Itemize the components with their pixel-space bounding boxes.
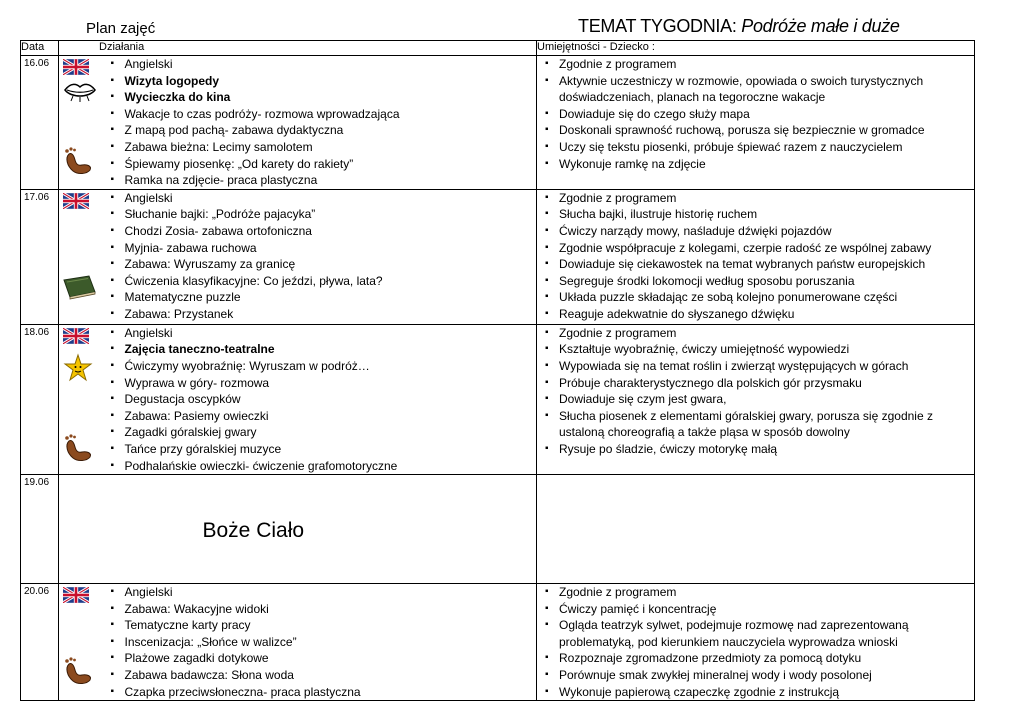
day-date: 17.06 [21, 189, 59, 324]
footprint-icon [63, 146, 93, 176]
activity-item: ▪ Wizyta logopedy [125, 73, 537, 90]
skill-item: ▪ Zgodnie z programem [559, 584, 974, 601]
skill-item: ▪ Doskonali sprawność ruchową, porusza się bezpiecznie w gromadce [559, 122, 974, 139]
plan-title: Plan zajęć [86, 20, 156, 37]
skill-item: ▪ Ćwiczy pamięć i koncentrację [559, 601, 974, 618]
activity-item: ▪ Angielski [125, 325, 537, 342]
day-row [21, 56, 975, 190]
skill-item: ▪ Segreguje środki lokomocji według sposobu poruszania [559, 273, 974, 290]
activity-item: ▪ Wyprawa w góry- rozmowa [125, 375, 537, 392]
activity-item: ▪ Zabawa bieżna: Lecimy samolotem [125, 139, 537, 156]
skill-item: ▪ Aktywnie uczestniczy w rozmowie, opowiada o swoich turystycznych doświadczeniach, planach na tegoroczne wakacje [559, 73, 974, 106]
skill-item: ▪ Dowiaduje się czym jest gwara, [559, 391, 974, 408]
day-date: 20.06 [21, 584, 59, 701]
activity-item: ▪ Zabawa badawcza: Słona woda [125, 667, 537, 684]
activity-item: ▪ Wakacje to czas podróży- rozmowa wprowadzająca [125, 106, 537, 123]
star-icon [63, 353, 93, 383]
activities-cell [103, 324, 537, 474]
activity-item: ▪ Myjnia- zabawa ruchowa [125, 240, 537, 257]
skill-item: ▪ Wypowiada się na temat roślin i zwierząt występujących w górach [559, 358, 974, 375]
skills-header: Umiejętności - Dziecko : [537, 41, 975, 56]
skill-item: ▪ Wykonuje ramkę na zdjęcie [559, 156, 974, 173]
activities-cell [103, 584, 537, 701]
skill-item: ▪ Dowiaduje się do czego służy mapa [559, 106, 974, 123]
skill-item: ▪ Zgodnie z programem [559, 190, 974, 207]
lips-icon [63, 80, 97, 102]
skill-item: ▪ Wykonuje papierową czapeczkę zgodnie z instrukcją [559, 684, 974, 701]
skill-item: ▪ Uczy się tekstu piosenki, próbuje śpiewać razem z nauczycielem [559, 139, 974, 156]
activity-item: ▪ Tematyczne karty pracy [125, 617, 537, 634]
activity-item: ▪ Inscenizacja: „Słońce w walizce” [125, 634, 537, 651]
skill-item: ▪ Próbuje charakterystycznego dla polskich gór przysmaku [559, 375, 974, 392]
skills-cell [537, 324, 975, 474]
skills-cell [537, 584, 975, 701]
footprint-icon [63, 656, 93, 686]
activity-item: ▪ Podhalańskie owieczki- ćwiczenie grafomotoryczne [125, 458, 537, 475]
activity-item: ▪ Ramka na zdjęcie- praca plastyczna [125, 172, 537, 189]
day-row [21, 189, 975, 324]
activity-item: ▪ Wycieczka do kina [125, 89, 537, 106]
day-date: 19.06 [21, 475, 59, 584]
activity-item: ▪ Zagadki góralskiej gwary [125, 424, 537, 441]
footprint-icon [63, 433, 93, 463]
activity-item: ▪ Śpiewamy piosenkę: „Od karety do rakiety” [125, 156, 537, 173]
activity-item: ▪ Z mapą pod pachą- zabawa dydaktyczna [125, 122, 537, 139]
topic-label: TEMAT TYGODNIA: [578, 16, 737, 36]
uk-flag-icon [63, 587, 89, 603]
activities-cell [103, 56, 537, 190]
activity-item: ▪ Zabawa: Wyruszamy za granicę [125, 256, 537, 273]
activity-item: ▪ Zabawa: Wakacyjne widoki [125, 601, 537, 618]
skill-item: ▪ Słucha piosenek z elementami góralskiej gwary, porusza się zgodnie z ustaloną choreografią a także pląsa w sposób dowolny [559, 408, 974, 441]
skills-cell [537, 189, 975, 324]
activity-item: ▪ Słuchanie bajki: „Podróże pajacyka” [125, 206, 537, 223]
activity-item: ▪ Zabawa: Pasiemy owieczki [125, 408, 537, 425]
skills-cell [537, 56, 975, 190]
day-row [21, 475, 975, 584]
skill-item: ▪ Słucha bajki, ilustruje historię ruchem [559, 206, 974, 223]
activity-item: ▪ Angielski [125, 584, 537, 601]
activity-item: ▪ Czapka przeciwsłoneczna- praca plastyczna [125, 684, 537, 701]
book-icon [61, 274, 97, 300]
day-date: 16.06 [21, 56, 59, 190]
activity-item: ▪ Angielski [125, 56, 537, 73]
date-header: Data [21, 41, 59, 56]
topic-value: Podróże małe i duże [741, 16, 900, 36]
activity-item: ▪ Matematyczne puzzle [125, 289, 537, 306]
holiday-label: Boże Ciało [202, 519, 305, 543]
activities-cell [103, 189, 537, 324]
skill-item: ▪ Kształtuje wyobraźnię, ćwiczy umiejętność wypowiedzi [559, 341, 974, 358]
skill-item: ▪ Dowiaduje się ciekawostek na temat wybranych państw europejskich [559, 256, 974, 273]
week-topic [578, 16, 900, 37]
skill-item: ▪ Rozpoznaje zgromadzone przedmioty za pomocą dotyku [559, 650, 974, 667]
skill-item: ▪ Zgodnie współpracuje z kolegami, czerpie radość ze wspólnej zabawy [559, 240, 974, 257]
skill-item: ▪ Zgodnie z programem [559, 56, 974, 73]
column-headers [21, 41, 975, 56]
skill-item: ▪ Rysuje po śladzie, ćwiczy motorykę małą [559, 441, 974, 458]
day-row [21, 324, 975, 474]
skill-item: ▪ Reaguje adekwatnie do słyszanego dźwięku [559, 306, 974, 323]
plan-table [20, 40, 975, 701]
day-date: 18.06 [21, 324, 59, 474]
activity-item: ▪ Tańce przy góralskiej muzyce [125, 441, 537, 458]
skills-cell [537, 475, 975, 584]
activity-item: ▪ Angielski [125, 190, 537, 207]
activity-item: ▪ Chodzi Zosia- zabawa ortofoniczna [125, 223, 537, 240]
skill-item: ▪ Porównuje smak zwykłej mineralnej wody i wody posolonej [559, 667, 974, 684]
activity-item: ▪ Zajęcia taneczno-teatralne [125, 341, 537, 358]
skill-item: ▪ Ogląda teatrzyk sylwet, podejmuje rozmowę nad zaprezentowaną problematyką, pod kierunkiem nauczyciela wyprowadza wnioski [559, 617, 974, 650]
activity-item: ▪ Plażowe zagadki dotykowe [125, 650, 537, 667]
skill-item: ▪ Układa puzzle składając ze sobą kolejno ponumerowane części [559, 289, 974, 306]
activity-item: ▪ Ćwiczenia klasyfikacyjne: Co jeździ, pływa, lata? [125, 273, 537, 290]
day-row [21, 584, 975, 701]
uk-flag-icon [63, 193, 89, 209]
skill-item: ▪ Ćwiczy narządy mowy, naśladuje dźwięki pojazdów [559, 223, 974, 240]
activity-item: ▪ Zabawa: Przystanek [125, 306, 537, 323]
activities-header: Działania [59, 41, 537, 56]
skill-item: ▪ Zgodnie z programem [559, 325, 974, 342]
uk-flag-icon [63, 59, 89, 75]
uk-flag-icon [63, 328, 89, 344]
activity-item: ▪ Degustacja oscypków [125, 391, 537, 408]
activity-item: ▪ Ćwiczymy wyobraźnię: Wyruszam w podróż… [125, 358, 537, 375]
